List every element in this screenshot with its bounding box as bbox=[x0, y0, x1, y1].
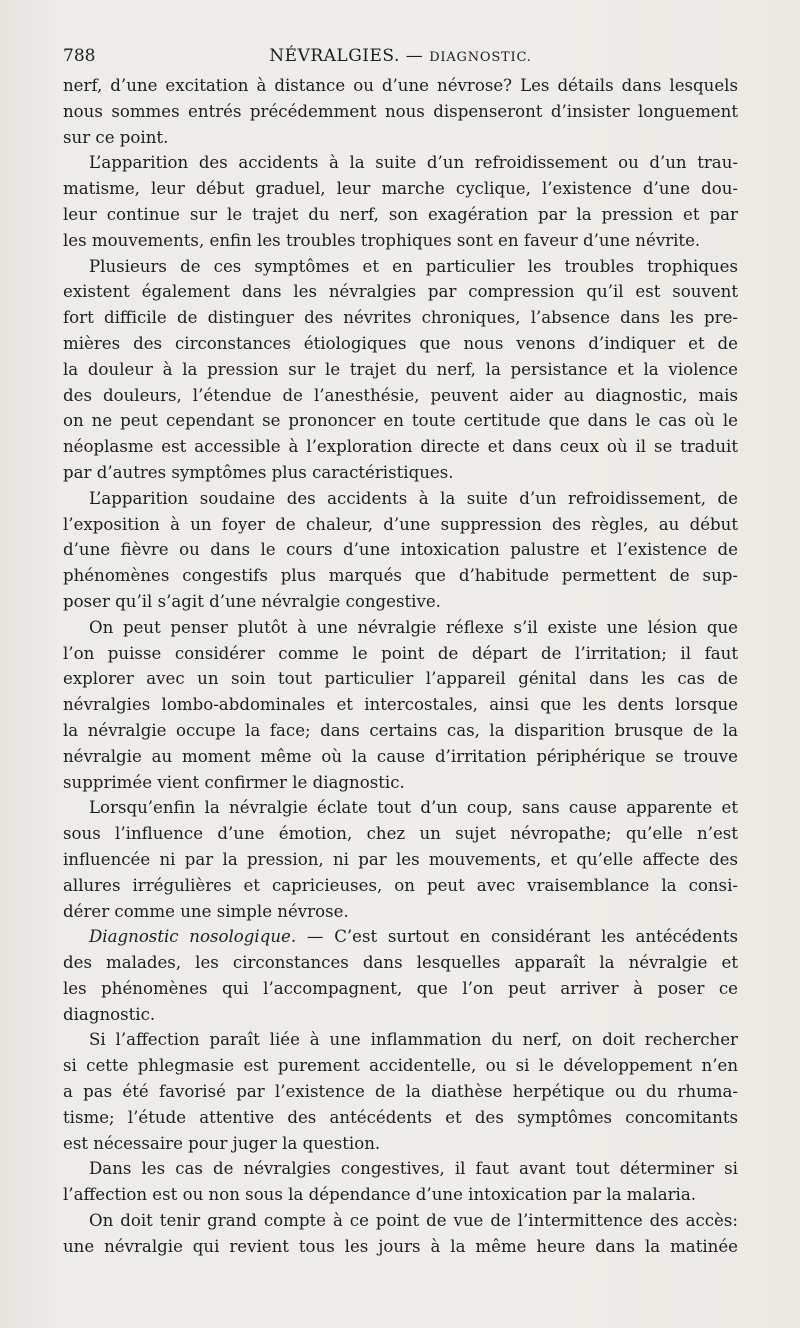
text-line bbox=[63, 821, 738, 847]
text-line-content: poser qu’il s’agit d’une névralgie congestive. bbox=[63, 591, 441, 611]
body-text bbox=[63, 73, 738, 1260]
text-line-content: on ne peut cependant se prononcer en toute certitude que dans le cas où le bbox=[63, 411, 738, 431]
running-title bbox=[63, 44, 738, 70]
text-line-content: des malades, les circonstances dans lesquelles apparaît la névralgie et bbox=[63, 953, 738, 973]
text-line bbox=[63, 899, 738, 925]
text-line bbox=[63, 1002, 738, 1028]
text-line-content: allures irrégulières et capricieuses, on peut avec vraisemblance la consi- bbox=[63, 875, 738, 895]
text-line bbox=[63, 383, 738, 409]
text-line bbox=[63, 976, 738, 1002]
text-line bbox=[63, 99, 738, 125]
text-line-content: l’exposition à un foyer de chaleur, d’une suppression des règles, au début bbox=[63, 514, 738, 534]
text-line-content: l’affection est ou non sous la dépendance d’une intoxication par la malaria. bbox=[63, 1185, 697, 1205]
text-line-content: fort difficile de distinguer des névrites chroniques, l’absence dans les pre- bbox=[63, 308, 738, 328]
running-title-sub: DIAGNOSTIC. bbox=[429, 50, 532, 65]
text-line-content: des douleurs, l’étendue de l’anesthésie, peuvent aider au diagnostic, mais bbox=[63, 385, 738, 405]
text-line-content: Si l’affection paraît liée à une inflammation du nerf, on doit rechercher bbox=[89, 1030, 738, 1050]
text-line-content: phénomènes congestifs plus marqués que d’habitude permettent de sup- bbox=[63, 566, 738, 586]
text-line-content: — C’est surtout en considérant les antécédents bbox=[306, 927, 738, 947]
text-line bbox=[63, 795, 738, 821]
text-line-content: est nécessaire pour juger la question. bbox=[63, 1133, 381, 1153]
text-line bbox=[63, 150, 738, 176]
text-line bbox=[63, 279, 738, 305]
text-line-content: matisme, leur début graduel, leur marche cyclique, l’existence d’une dou- bbox=[63, 179, 738, 199]
text-line-content: L’apparition soudaine des accidents à la suite d’un refroidissement, de bbox=[89, 488, 738, 508]
page-header bbox=[63, 44, 738, 68]
text-line bbox=[63, 641, 738, 667]
text-line bbox=[63, 512, 738, 538]
text-line-content: supprimée vient confirmer le diagnostic. bbox=[63, 772, 405, 792]
text-line bbox=[63, 254, 738, 280]
text-line bbox=[63, 176, 738, 202]
text-line bbox=[63, 744, 738, 770]
text-line bbox=[63, 537, 738, 563]
text-line bbox=[63, 718, 738, 744]
text-line-content: On peut penser plutôt à une névralgie réflexe s’il existe une lésion que bbox=[89, 617, 738, 637]
text-line-content: influencée ni par la pression, ni par les mouvements, et qu’elle affecte des bbox=[63, 849, 738, 869]
text-line bbox=[63, 924, 738, 950]
text-line bbox=[63, 847, 738, 873]
text-line bbox=[63, 434, 738, 460]
text-line bbox=[63, 1053, 738, 1079]
text-line-content: sous l’influence d’une émotion, chez un sujet névropathe; qu’elle n’est bbox=[63, 824, 738, 844]
text-line bbox=[63, 1079, 738, 1105]
section-heading: Diagnostic nosologique. bbox=[89, 927, 297, 947]
text-line-content: d’une fièvre ou dans le cours d’une intoxication palustre et l’existence de bbox=[63, 540, 738, 560]
text-line bbox=[63, 563, 738, 589]
text-line bbox=[63, 589, 738, 615]
text-line bbox=[63, 1105, 738, 1131]
text-line-content: L’apparition des accidents à la suite d’un refroidissement ou d’un trau- bbox=[89, 153, 738, 173]
text-line-content: leur continue sur le trajet du nerf, son exagération par la pression et par bbox=[63, 204, 738, 224]
text-line bbox=[63, 770, 738, 796]
text-line-content: Plusieurs de ces symptômes et en particulier les troubles trophiques bbox=[89, 256, 738, 276]
text-line bbox=[63, 666, 738, 692]
text-line-content: si cette phlegmasie est purement accidentelle, ou si le développement n’en bbox=[63, 1056, 738, 1076]
text-line bbox=[63, 1131, 738, 1157]
text-line bbox=[63, 1027, 738, 1053]
text-line-content: nous sommes entrés précédemment nous dispenseront d’insister longuement bbox=[63, 101, 738, 121]
text-line-content: sur ce point. bbox=[63, 127, 169, 147]
text-line-content: l’on puisse considérer comme le point de départ de l’irritation; il faut bbox=[63, 643, 738, 663]
text-line bbox=[63, 486, 738, 512]
text-line bbox=[63, 1208, 738, 1234]
text-line bbox=[63, 1234, 738, 1260]
text-line-content: dérer comme une simple névrose. bbox=[63, 901, 349, 921]
text-line-content: Dans les cas de névralgies congestives, il faut avant tout déterminer si bbox=[89, 1159, 738, 1179]
text-line-content: nerf, d’une excitation à distance ou d’une névrose? Les détails dans lesquels bbox=[63, 76, 738, 95]
text-line-content: les mouvements, enfin les troubles trophiques sont en faveur d’une névrite. bbox=[63, 230, 701, 250]
text-line bbox=[63, 873, 738, 899]
text-line-content: diagnostic. bbox=[63, 1004, 156, 1024]
text-line-content: la névralgie occupe la face; dans certains cas, la disparition brusque de la bbox=[63, 720, 738, 740]
text-line-content: névralgie au moment même où la cause d’irritation périphérique se trouve bbox=[63, 746, 738, 766]
text-line-content: les phénomènes qui l’accompagnent, que l’on peut arriver à poser ce bbox=[63, 978, 738, 998]
text-line-content: mières des circonstances étiologiques que nous venons d’indiquer et de bbox=[63, 333, 738, 353]
text-line bbox=[63, 125, 738, 151]
text-line-content: existent également dans les névralgies par compression qu’il est souvent bbox=[63, 282, 738, 302]
text-line bbox=[63, 615, 738, 641]
text-line bbox=[63, 1182, 738, 1208]
text-line bbox=[63, 228, 738, 254]
text-line bbox=[63, 202, 738, 228]
text-line bbox=[63, 408, 738, 434]
text-line bbox=[63, 692, 738, 718]
text-line-content: a pas été favorisé par l’existence de la diathèse herpétique ou du rhuma- bbox=[63, 1082, 738, 1102]
text-line bbox=[63, 460, 738, 486]
text-line bbox=[63, 950, 738, 976]
text-line bbox=[63, 357, 738, 383]
text-line-content: On doit tenir grand compte à ce point de vue de l’intermittence des accès: bbox=[89, 1211, 738, 1231]
text-line bbox=[63, 1156, 738, 1182]
text-line-content: une névralgie qui revient tous les jours à la même heure dans la matinée bbox=[63, 1236, 738, 1256]
text-line-content: Lorsqu’enfin la névralgie éclate tout d’un coup, sans cause apparente et bbox=[89, 798, 738, 818]
running-title-main: NÉVRALGIES. — bbox=[269, 46, 424, 66]
text-line-content: par d’autres symptômes plus caractéristiques. bbox=[63, 462, 454, 482]
text-line bbox=[63, 73, 738, 99]
text-line-content: névralgies lombo-abdominales et intercostales, ainsi que les dents lorsque bbox=[63, 695, 738, 715]
text-line-content: la douleur à la pression sur le trajet du nerf, la persistance et la violence bbox=[63, 359, 738, 379]
page-number: 788 bbox=[63, 46, 96, 66]
text-line-content: néoplasme est accessible à l’exploration directe et dans ceux où il se traduit bbox=[63, 437, 738, 457]
text-line bbox=[63, 305, 738, 331]
text-line-content: tisme; l’étude attentive des antécédents et des symptômes concomitants bbox=[63, 1107, 738, 1127]
text-line-content: explorer avec un soin tout particulier l’appareil génital dans les cas de bbox=[63, 669, 738, 689]
text-line bbox=[63, 331, 738, 357]
